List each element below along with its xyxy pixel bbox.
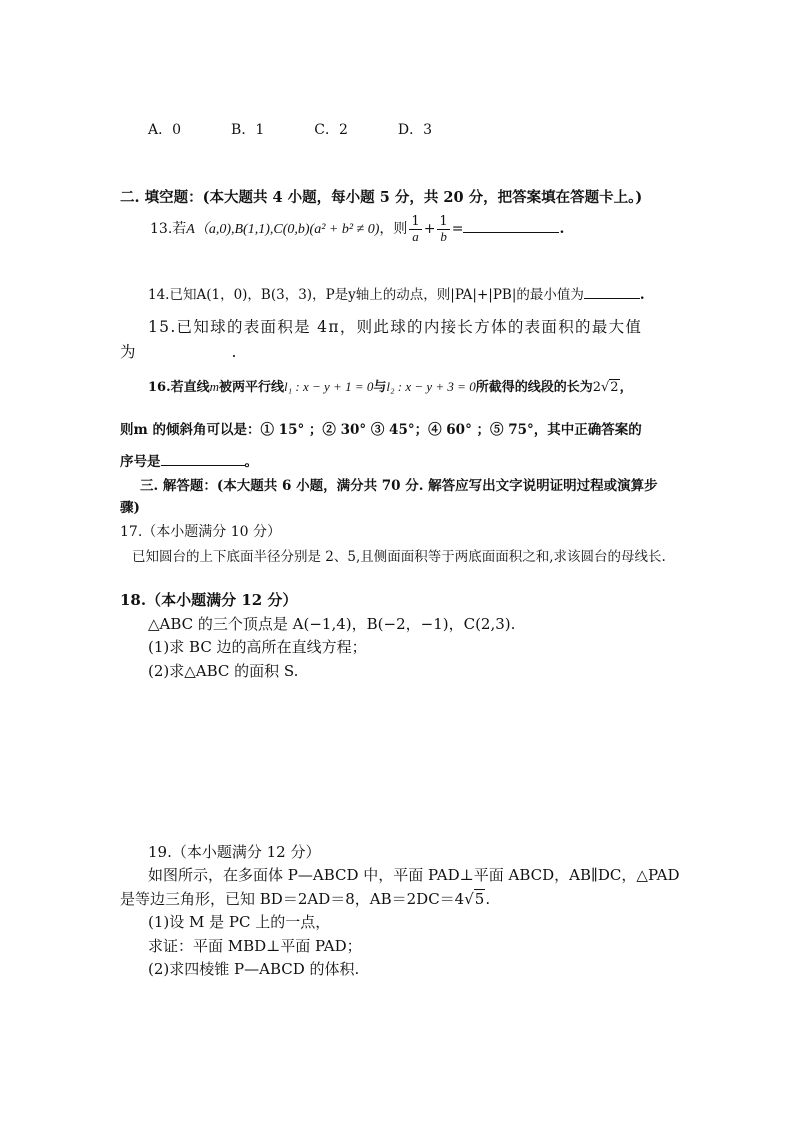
q16-sqrt: √2 xyxy=(601,380,619,395)
q16-line2: 则m 的倾斜角可以是：① 15° ；② 30° ③ 45°；④ 60° ；⑤ 75°，其中正确答案的 xyxy=(120,422,642,438)
choice-a: A．0 xyxy=(148,122,182,138)
q13-frac2-den: b xyxy=(440,228,447,244)
q13-blank[interactable] xyxy=(463,218,559,233)
q19-line1: 如图所示，在多面体 P—ABCD 中，平面 PAD⊥平面 ABCD，AB∥DC，△PAD xyxy=(148,866,680,884)
q17-head: 17.（本小题满分 10 分） xyxy=(120,524,281,540)
q14 xyxy=(148,284,645,304)
q13 xyxy=(150,214,564,245)
q15-line2 xyxy=(120,343,236,361)
q13-frac1-den: a xyxy=(412,228,419,244)
q16-comma: ， xyxy=(619,380,633,395)
q13-b: B(1,1), xyxy=(234,222,274,237)
q16-line1c: 所截得的线段的长为 xyxy=(475,380,593,395)
q19-line3: (1)设 M 是 PC 上的一点， xyxy=(148,913,331,931)
choice-c: C．2 xyxy=(314,122,348,138)
q18-line1: △ABC 的三个顶点是 A(−1,4)，B(−2，−1)，C(2,3). xyxy=(148,615,516,633)
q16-len-rad: 2 xyxy=(610,380,619,395)
q13-c: C(0,b) xyxy=(273,222,310,237)
q16-l1: l₁ : x − y + 1 = 0 xyxy=(284,379,374,394)
q15-line1: 15.已知球的表面积是 4π，则此球的内接长方体的表面积的最大值 xyxy=(148,318,643,336)
section2-title: 二. 填空题：(本大题共 4 小题，每小题 5 分，共 20 分，把答案填在答题卡上。) xyxy=(120,189,643,206)
q19-line2-rad: 5 xyxy=(474,890,485,908)
q13-prefix: 13.若 xyxy=(150,221,187,237)
q18-line2: (1)求 BC 边的高所在直线方程； xyxy=(148,638,367,656)
q19-sqrt: √5 xyxy=(464,890,485,908)
q13-cond: (a² + b² ≠ 0) xyxy=(309,222,380,237)
choice-b: B．1 xyxy=(231,122,265,138)
q19-line4: 求证：平面 MBD⊥平面 PAD； xyxy=(148,937,362,955)
q15-blank[interactable] xyxy=(136,343,232,357)
q14-end: . xyxy=(639,287,645,303)
q13-end: . xyxy=(559,221,565,237)
q14-text: 14.已知A(1，0)，B(3，3)，P是y轴上的动点，则|PA|+|PB|的最小值为 xyxy=(148,287,584,303)
q19-line2b: . xyxy=(485,890,491,908)
q13-frac2-num: 1 xyxy=(439,213,448,229)
q18-head: 18.（本小题满分 12 分） xyxy=(120,591,298,609)
q16-len: 2 xyxy=(592,380,601,395)
q13-mid: ，则 xyxy=(379,221,408,237)
q13-eq: = xyxy=(451,221,464,237)
q16-and: 与 xyxy=(373,380,387,395)
q13-frac1-num: 1 xyxy=(411,213,420,229)
q16-line1a: 16.若直线 xyxy=(148,380,210,395)
q15-line2b: . xyxy=(231,343,237,361)
q18-line3: (2)求△ABC 的面积 S. xyxy=(148,662,299,680)
q13-frac2 xyxy=(437,215,449,244)
q19-line2a: 是等边三角形，已知 BD＝2AD＝8，AB＝2DC＝4 xyxy=(120,890,465,908)
q19-line2 xyxy=(120,890,490,908)
q13-plus: + xyxy=(423,221,436,237)
q16-line3-end: 。 xyxy=(244,454,258,470)
q17-body: 已知圆台的上下底面半径分别是 2、5,且侧面面积等于两底面面积之和,求该圆台的母线长. xyxy=(132,549,666,565)
q19-line5: (2)求四棱锥 P—ABCD 的体积. xyxy=(148,960,360,978)
q16-l2: l₂ : x − y + 3 = 0 xyxy=(386,379,476,394)
q16-line3-text: 序号是 xyxy=(120,454,161,470)
q14-blank[interactable] xyxy=(584,284,640,299)
section3-title-line2: 骤) xyxy=(120,500,140,516)
q16-line3 xyxy=(120,451,258,471)
q16-line1 xyxy=(148,378,633,397)
q13-frac1 xyxy=(409,215,421,244)
choices-row xyxy=(148,121,432,139)
q16-line1b: 被两平行线 xyxy=(219,380,285,395)
q19-head: 19.（本小题满分 12 分） xyxy=(148,843,321,861)
q16-m: m xyxy=(209,379,220,394)
q15-line2a: 为 xyxy=(120,343,136,361)
q16-blank[interactable] xyxy=(161,451,245,466)
section3-title-line1: 三. 解答题：(本大题共 6 小题，满分共 70 分. 解答应写出文字说明证明过程或演算步 xyxy=(140,478,658,494)
choice-d: D．3 xyxy=(397,122,432,138)
q13-a: A（a,0), xyxy=(186,222,235,237)
